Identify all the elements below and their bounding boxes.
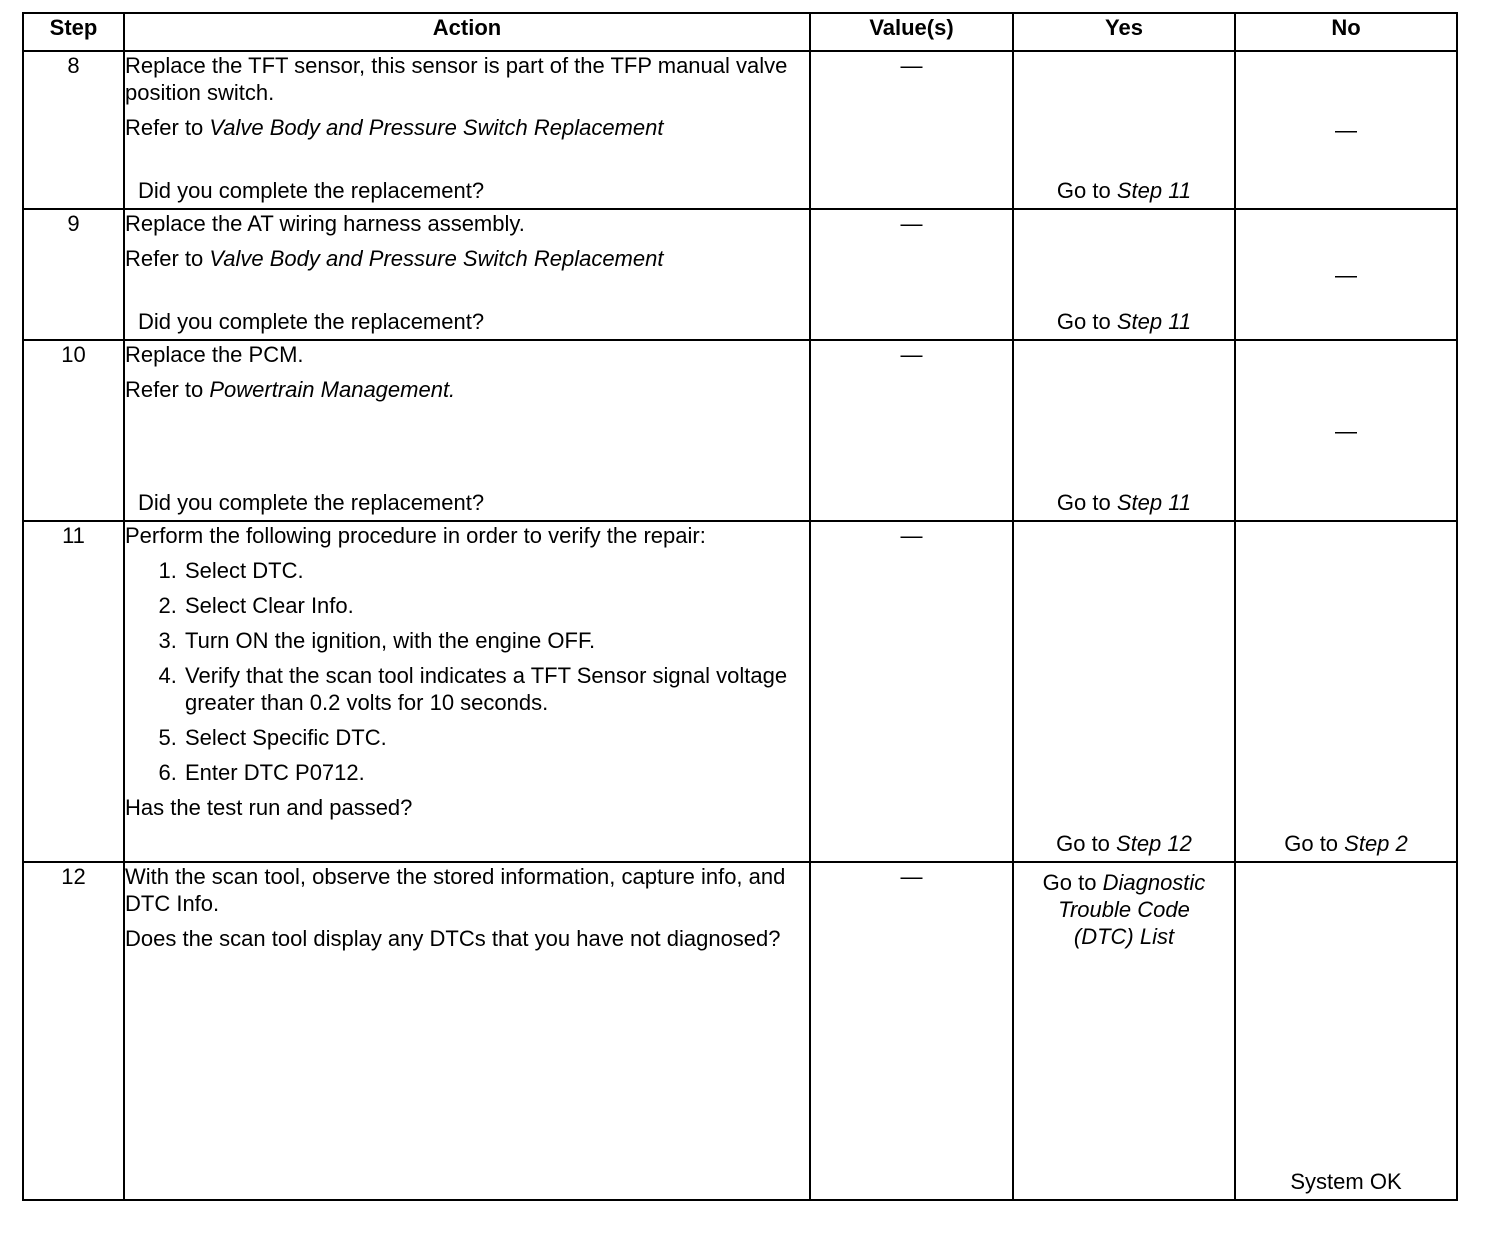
no-cell xyxy=(1235,340,1457,521)
yes-cell xyxy=(1013,521,1235,862)
action-text: With the scan tool, observe the stored information, capture info, and DTC Info. xyxy=(125,864,786,916)
value-cell: — xyxy=(810,862,1013,1200)
yes-cell xyxy=(1013,209,1235,340)
no-goto-text: Go to Step 2 xyxy=(1284,831,1408,856)
table-row xyxy=(23,209,1457,340)
yes-goto-text: Go to Diagnostic Trouble Code (DTC) List xyxy=(1042,870,1206,949)
list-item: 3. Turn ON the ignition, with the engine OFF. xyxy=(183,627,809,654)
step-number: 12 xyxy=(23,862,124,1200)
table-row xyxy=(23,521,1457,862)
header-yes: Yes xyxy=(1013,13,1235,51)
step-number: 8 xyxy=(23,51,124,209)
yes-cell xyxy=(1013,340,1235,521)
yes-goto-text: Go to Step 11 xyxy=(1056,178,1192,203)
action-text: Replace the TFT sensor, this sensor is part of the TFP manual valve position switch. xyxy=(125,53,788,105)
yes-goto-text: Go to Step 12 xyxy=(1056,831,1192,856)
question-text: Did you complete the replacement? xyxy=(138,309,485,334)
action-text: Perform the following procedure in order to verify the repair: xyxy=(125,523,706,548)
action-cell xyxy=(124,51,810,209)
no-text: System OK xyxy=(1290,1169,1402,1194)
value-cell: — xyxy=(810,209,1013,340)
action-text: Replace the AT wiring harness assembly. xyxy=(125,211,525,236)
diagnostic-table xyxy=(22,12,1458,1201)
header-step: Step xyxy=(23,13,124,51)
header-values: Value(s) xyxy=(810,13,1013,51)
yes-goto-text: Go to Step 11 xyxy=(1056,309,1192,334)
procedure-list xyxy=(125,557,809,786)
action-cell xyxy=(124,340,810,521)
refer-text: Refer to Powertrain Management. xyxy=(125,377,456,402)
list-item: 2. Select Clear Info. xyxy=(183,592,809,619)
yes-cell xyxy=(1013,51,1235,209)
header-no: No xyxy=(1235,13,1457,51)
step-number: 11 xyxy=(23,521,124,862)
question-text: Did you complete the replacement? xyxy=(138,490,485,515)
refer-text: Refer to Valve Body and Pressure Switch Replacement xyxy=(125,246,664,271)
no-text: — xyxy=(1335,418,1357,443)
value-cell: — xyxy=(810,340,1013,521)
step-number: 10 xyxy=(23,340,124,521)
list-item: 4. Verify that the scan tool indicates a TFT Sensor signal voltage greater than 0.2 volts for 10 seconds. xyxy=(183,662,809,716)
step-number: 9 xyxy=(23,209,124,340)
table-row xyxy=(23,862,1457,1200)
header-row xyxy=(23,13,1457,51)
no-text: — xyxy=(1335,117,1357,143)
value-cell: — xyxy=(810,51,1013,209)
no-cell xyxy=(1235,51,1457,209)
no-cell xyxy=(1235,209,1457,340)
action-cell xyxy=(124,862,810,1200)
action-cell xyxy=(124,209,810,340)
yes-goto-text: Go to Step 11 xyxy=(1056,490,1192,515)
refer-text: Refer to Valve Body and Pressure Switch Replacement xyxy=(125,115,664,140)
table-row xyxy=(23,51,1457,209)
value-cell: — xyxy=(810,521,1013,862)
question-text: Did you complete the replacement? xyxy=(138,178,485,203)
header-action: Action xyxy=(124,13,810,51)
list-item: 6. Enter DTC P0712. xyxy=(183,759,809,786)
yes-cell xyxy=(1013,862,1235,1200)
no-cell xyxy=(1235,521,1457,862)
action-text: Replace the PCM. xyxy=(125,342,304,367)
no-text: — xyxy=(1335,262,1357,287)
list-item: 5. Select Specific DTC. xyxy=(183,724,809,751)
question-text: Has the test run and passed? xyxy=(125,795,413,820)
question-text: Does the scan tool display any DTCs that you have not diagnosed? xyxy=(125,926,781,951)
no-cell xyxy=(1235,862,1457,1200)
list-item: 1. Select DTC. xyxy=(183,557,809,584)
action-cell xyxy=(124,521,810,862)
table-row xyxy=(23,340,1457,521)
